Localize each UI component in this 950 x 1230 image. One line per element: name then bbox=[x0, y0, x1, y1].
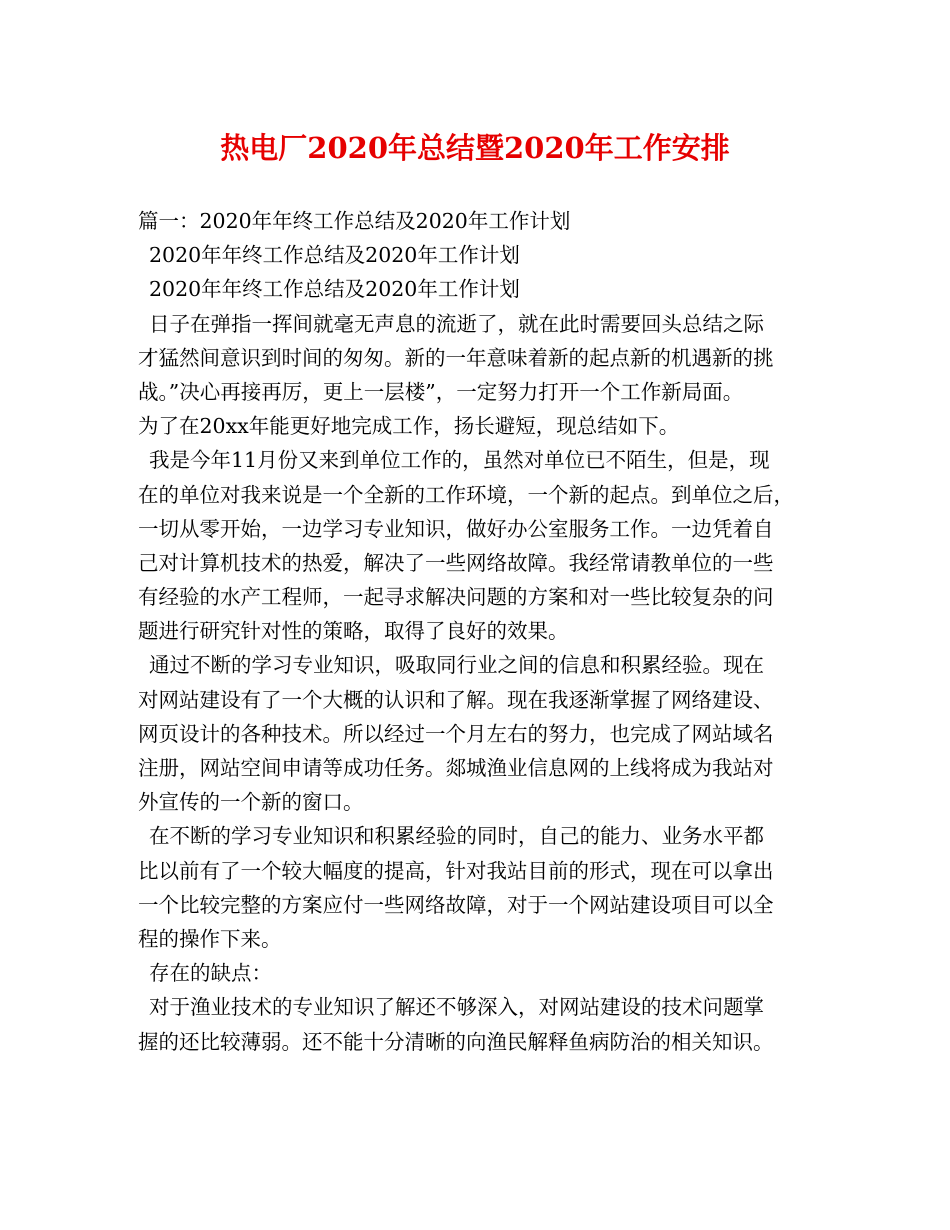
body-line: 篇一：2020年年终工作总结及2020年工作计划 bbox=[138, 209, 571, 233]
body-line: 有经验的水产工程师，一起寻求解决问题的方案和对一些比较复杂的问 bbox=[138, 585, 774, 610]
body-line: 一切从零开始，一边学习专业知识，做好办公室服务工作。一边凭着自 bbox=[138, 516, 774, 541]
body-line: 题进行研究针对性的策略，取得了良好的效果。 bbox=[138, 619, 569, 644]
body-line: 为了在20xx年能更好地完成工作，扬长避短，现总结如下。 bbox=[138, 414, 680, 439]
body-line: 注册，网站空间申请等成功任务。郯城渔业信息网的上线将成为我站对 bbox=[138, 756, 774, 780]
body-line: 我是今年11月份又来到单位工作的，虽然对单位已不陌生，但是，现 bbox=[149, 448, 770, 473]
body-line: 在不断的学习专业知识和积累经验的同时，自己的能力、业务水平都 bbox=[149, 824, 764, 849]
body-line: 通过不断的学习专业知识，吸取同行业之间的信息和积累经验。现在 bbox=[149, 653, 764, 678]
body-line: 2020年年终工作总结及2020年工作计划 bbox=[149, 277, 520, 302]
body-line: 外宣传的一个新的窗口。 bbox=[138, 790, 364, 815]
document-body bbox=[138, 204, 828, 1059]
body-line: 一个比较完整的方案应付一些网络故障，对于一个网站建设项目可以全 bbox=[138, 892, 774, 917]
body-line: 程的操作下来。 bbox=[138, 926, 282, 951]
body-line: 己对计算机技术的热爱，解决了一些网络故障。我经常请教单位的一些 bbox=[138, 550, 774, 575]
body-line: 对于渔业技术的专业知识了解还不够深入，对网站建设的技术问题掌 bbox=[149, 995, 764, 1020]
body-line: 对网站建设有了一个大概的认识和了解。现在我逐渐掌握了网络建设、 bbox=[138, 687, 774, 712]
body-line: 存在的缺点： bbox=[149, 961, 272, 986]
body-line: 战。”决心再接再厉，更上一层楼”，一定努力打开一个工作新局面。 bbox=[138, 379, 744, 404]
body-line: 在的单位对我来说是一个全新的工作环境，一个新的起点。到单位之后， bbox=[138, 482, 794, 507]
body-line: 握的还比较薄弱。还不能十分清晰的向渔民解释鱼病防治的相关知识。 bbox=[138, 1029, 774, 1054]
body-line: 2020年年终工作总结及2020年工作计划 bbox=[149, 243, 520, 268]
body-line: 日子在弹指一挥间就毫无声息的流逝了，就在此时需要回头总结之际 bbox=[149, 311, 764, 336]
body-line: 网页设计的各种技术。所以经过一个月左右的努力，也完成了网站域名 bbox=[138, 721, 774, 746]
body-line: 才猛然间意识到时间的匆匆。新的一年意味着新的起点新的机遇新的挑 bbox=[138, 345, 774, 370]
body-line: 比以前有了一个较大幅度的提高，针对我站目前的形式，现在可以拿出 bbox=[138, 858, 774, 883]
document-title: 热电厂2020年总结暨2020年工作安排 bbox=[220, 131, 730, 165]
